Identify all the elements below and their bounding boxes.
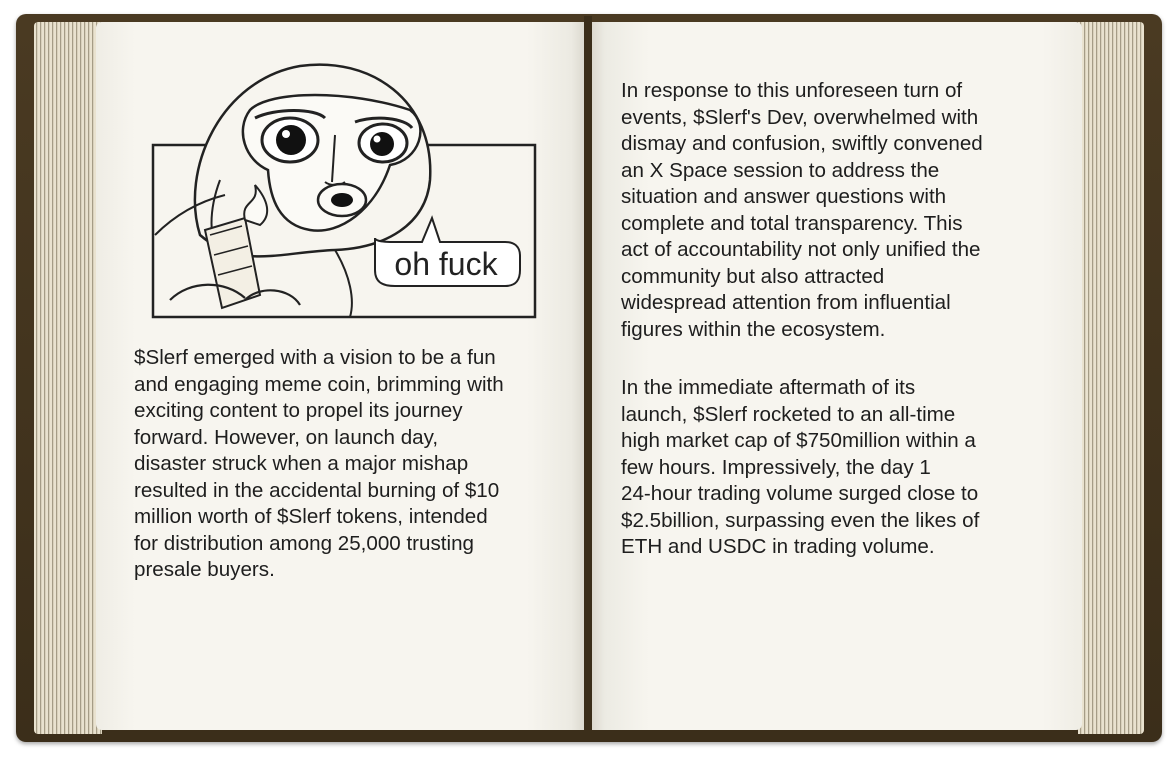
right-page-paragraph-2: In the immediate aftermath of its launch, $Slerf rocketed to an all-time high market cap of $750million within a few hours. Impressively, the day 1 24-hour trading volume surged close to $2.5billion, surpassing even the likes of ETH and USDC in trading volume. xyxy=(621,376,980,558)
book-spine-gutter xyxy=(584,16,592,740)
right-page-paragraph-1: In response to this unforeseen turn of events, $Slerf's Dev, overwhelmed with dismay and confusion, swiftly convened an X Space session to address the situation and answer questions with complete and total transparency. This act of accountability not only unified the community but also attracted widespread attention from influential figures within the ecosystem. xyxy=(621,79,983,341)
right-page-edges xyxy=(1078,22,1144,734)
sloth-comic-illustration xyxy=(150,60,540,320)
speech-bubble-text: oh fuck xyxy=(394,246,498,282)
left-page-edges xyxy=(34,22,102,734)
left-page-paragraph: $Slerf emerged with a vision to be a fun and engaging meme coin, brimming with exciting content to propel its journey forward. However, on launch day, disaster struck when a major mishap resulted in the accidental burning of $10 million worth of $Slerf tokens, intended for distribution among 25,000 trusting presale buyers. xyxy=(134,346,504,581)
